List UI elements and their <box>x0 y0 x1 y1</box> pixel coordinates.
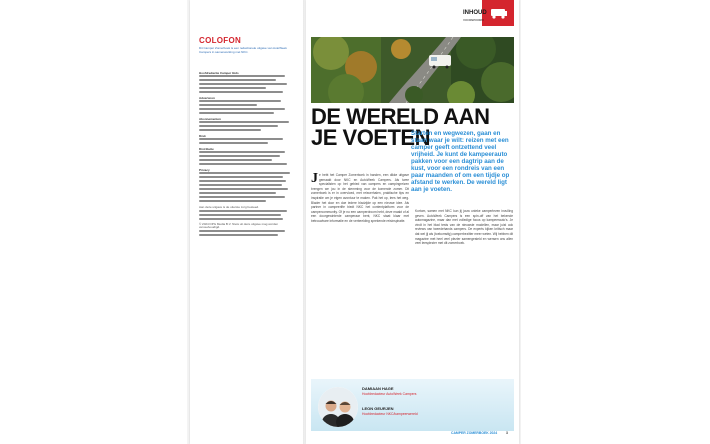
colofon-title: COLOFON <box>199 36 242 45</box>
authors-portrait-image <box>318 387 358 427</box>
section-label: INHOUD <box>463 10 487 16</box>
page-number: 3 <box>506 431 508 435</box>
colofon-note: © 2024 DPG Media B.V. Niets uit deze uitgave mag worden verveelvoudigd. <box>199 221 279 230</box>
text-line <box>199 200 266 202</box>
text-line <box>199 184 282 186</box>
text-line <box>199 180 286 182</box>
colofon-intro: Dit Camper Zomerboek is een redactionele uitgave van AutoWeek Campers in samenwerking met NKC. <box>199 46 287 54</box>
headline-line-2: JE VOETEN <box>311 125 430 150</box>
text-line <box>199 188 288 190</box>
colofon-heading: Druk <box>199 134 206 138</box>
colofon-heading: Distributie <box>199 147 214 151</box>
colofon-heading: Hoofdredactie Camper Gids <box>199 71 239 75</box>
hero-photo <box>311 37 514 103</box>
text-line <box>199 79 276 81</box>
lead-paragraph: Starten en wegwezen, gaan en staan waar je wilt: reizen met een camper geeft ontzettend veel vrijheid. Je kunt de kampeerauto pakken voor een dagtrip aan de kust, voor een rondreis van een paar maanden of om een tijdje op afstand te werken. De wereld ligt aan je voeten. <box>411 130 510 193</box>
author-role: Hoofdredacteur NKC/kampeerwereld <box>362 412 418 416</box>
text-line <box>199 196 285 198</box>
body-text: e hebt het Camper Zomerboek in handen, een dikke uitgave gemaakt door NKC en AutoWeek Campers. Als twee specialisten op het gebied van campers en campingreizen brengen we jou in de stemming voor de komende zomer. Dit zomerboek is er in overvloed, met reisverhalen, praktische tips en inspiratie om je eigen avontuur te maken. Pak het op, lees het weg. Blader het door en doe iedere bladzijde op een nieuwe idee. Als partner in campeerlife biedt NKC het contentplatform voor de campercommunity. Of je nu een camperdroom hebt, deze maakt of al een doorgewinterde camperaar bent, NKC staat klaar met betrouwbare informatie en de verbeelding sprekende reisinspiratie. <box>311 173 409 223</box>
text-line <box>199 138 283 140</box>
text-line <box>199 129 261 131</box>
colofon-heading: Adverteren <box>199 96 215 100</box>
colofon-heading: Abonnementen <box>199 117 221 121</box>
text-line <box>199 121 289 123</box>
colofon-note: Aan deze uitgave is de uiterste zorg besteed. <box>199 205 260 209</box>
text-line <box>199 159 272 161</box>
text-line <box>199 112 274 114</box>
text-line <box>199 210 287 212</box>
text-line <box>199 108 285 110</box>
text-line <box>199 163 287 165</box>
text-line <box>199 214 281 216</box>
text-line <box>199 230 285 232</box>
text-line <box>199 104 257 106</box>
text-line <box>199 87 266 89</box>
colofon-body <box>199 68 295 238</box>
text-line <box>199 218 283 220</box>
author-name: DAMIAAN HAGE <box>362 386 394 391</box>
text-line <box>199 125 278 127</box>
author-name: LEON GEURJEN <box>362 406 394 411</box>
text-line <box>199 234 278 236</box>
text-line <box>199 172 290 174</box>
headline-line-1: DE WERELD AAN <box>311 104 490 129</box>
text-line <box>199 83 287 85</box>
text-line <box>199 192 276 194</box>
text-line <box>199 155 280 157</box>
text-line <box>199 142 268 144</box>
text-line <box>199 91 283 93</box>
colofon-heading: Privacy <box>199 168 210 172</box>
forest-road-image <box>311 37 514 103</box>
author-role: Hoofdredacteur AutoWeek Campers <box>362 392 417 396</box>
text-line <box>199 100 281 102</box>
section-sublabel: VOORWOORD <box>463 18 484 22</box>
author-photo <box>318 387 358 427</box>
text-line <box>199 176 283 178</box>
drop-cap: J <box>311 171 318 186</box>
body-column-2 <box>415 209 513 246</box>
text-line <box>199 75 285 77</box>
text-line <box>199 151 285 153</box>
footer-title: CAMPER ZOMERBOEK 2024 <box>451 431 498 435</box>
body-column-1 <box>311 173 409 224</box>
body-text: Kortom, samen met NKC kun jij jouw unieke camperleven invulling geven. AutoWeek Campers is een spin-off van het bekende automagazine, maar dan met volledige focus op kampeerauto's. Je vindt in het blad tests van de nieuwste modellen, maar juist ook reviews van tweedehands campers. De experts kijken kritisch maar dat wel jij als (toekomstig) camperbezitter meer weten. Wij hebben dit magazine met heel veel plezier samengesteld en wensen ons allen veel leesplezier met dit zomerboek. <box>415 209 513 246</box>
